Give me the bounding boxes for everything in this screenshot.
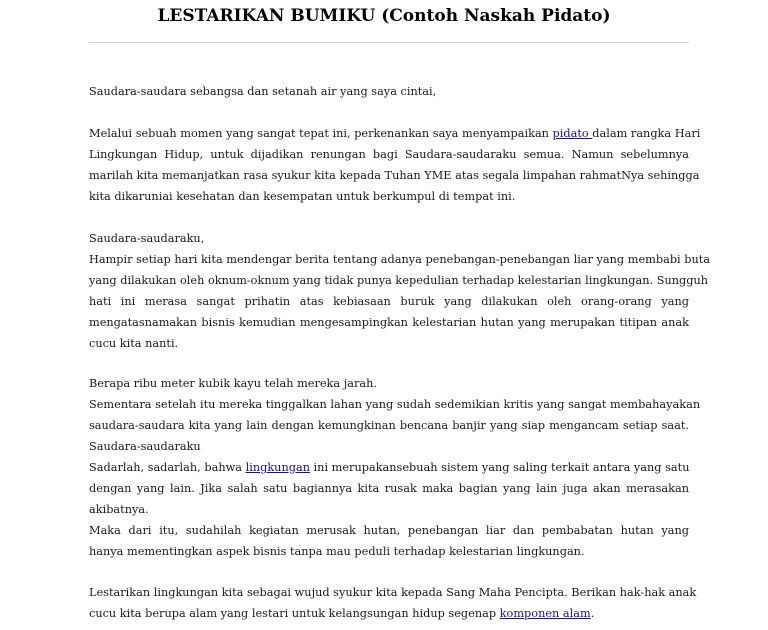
paragraph-line: saudara-saudara kita yang lain dengan kemungkinan bencana banjir yang siap mengancam setiap saat. — [89, 419, 689, 432]
paragraph-line: akibatnya. — [89, 503, 149, 516]
paragraph-line: mengatasnamakan bisnis kemudian mengesampingkan kelestarian hutan yang merupakan titipan anak — [89, 316, 689, 329]
komponen-alam-link[interactable]: komponen alam — [499, 607, 591, 620]
paragraph-line: Lestarikan lingkungan kita sebagai wujud syukur kita kepada Sang Maha Pencipta. Berikan hak-hak anak — [89, 586, 697, 599]
paragraph-1 — [89, 123, 701, 207]
text-run: . — [590, 607, 595, 620]
pidato-link[interactable]: pidato — [552, 127, 593, 140]
paragraph-line: cucu kita nanti. — [89, 337, 179, 350]
text-run: cucu kita berupa alam yang lestari untuk kelangsungan hidup segenap — [89, 607, 500, 620]
paragraph-line: dengan yang lain. Jika salah satu bagiannya kita rusak maka bagian yang lain juga akan merasakan — [89, 482, 689, 495]
text-run: dalam rangka Hari — [592, 127, 701, 140]
salutation-line: Saudara-saudara sebangsa dan setanah air yang saya cintai, — [89, 85, 437, 98]
paragraph-line: Lingkungan Hidup, untuk dijadikan renungan bagi Saudara-saudaraku semua. Namun sebelumnya — [89, 148, 689, 161]
paragraph-line — [89, 123, 701, 144]
text-run: ini merupakansebuah sistem yang saling terkait antara yang satu — [309, 461, 690, 474]
paragraph-2 — [89, 228, 711, 354]
text-run: Sadarlah, sadarlah, bahwa — [89, 461, 246, 474]
paragraph-line — [89, 457, 689, 478]
paragraph-4 — [89, 582, 697, 624]
paragraph-line — [89, 603, 689, 624]
paragraph-line: Saudara-saudaraku, — [89, 232, 205, 245]
text-run: Melalui sebuah momen yang sangat tepat ini, perkenankan saya menyampaikan — [89, 127, 553, 140]
title-divider — [89, 42, 689, 43]
paragraph-line: yang dilakukan oleh oknum-oknum yang tidak punya kepedulian terhadap kelestarian lingkungan. Sungguh — [89, 274, 709, 287]
page-title: LESTARIKAN BUMIKU (Contoh Naskah Pidato) — [157, 6, 611, 26]
salutation — [89, 81, 689, 102]
lingkungan-link[interactable]: lingkungan — [245, 461, 310, 474]
paragraph-line: hanya mementingkan aspek bisnis tanpa mau peduli terhadap kelestarian lingkungan. — [89, 545, 585, 558]
paragraph-line: kita dikaruniai kesehatan dan kesempatan untuk berkumpul di tempat ini. — [89, 190, 516, 203]
paragraph-line: Sementara setelah itu mereka tinggalkan lahan yang sudah sedemikian kritis yang sangat membahayakan — [89, 398, 701, 411]
paragraph-line: Berapa ribu meter kubik kayu telah mereka jarah. — [89, 377, 377, 390]
paragraph-line: marilah kita memanjatkan rasa syukur kita kepada Tuhan YME atas segala limpahan rahmatNya sehingga — [89, 169, 700, 182]
paragraph-line: Maka dari itu, sudahilah kegiatan merusak hutan, penebangan liar dan pembabatan hutan yang — [89, 524, 689, 537]
paragraph-line: Hampir setiap hari kita mendengar berita tentang adanya penebangan-penebangan liar yang membabi buta — [89, 253, 711, 266]
paragraph-line: hati ini merasa sangat prihatin atas kebiasaan buruk yang dilakukan oleh orang-orang yang — [89, 295, 689, 308]
paragraph-3 — [89, 373, 701, 562]
paragraph-line: Saudara-saudaraku — [89, 440, 201, 453]
